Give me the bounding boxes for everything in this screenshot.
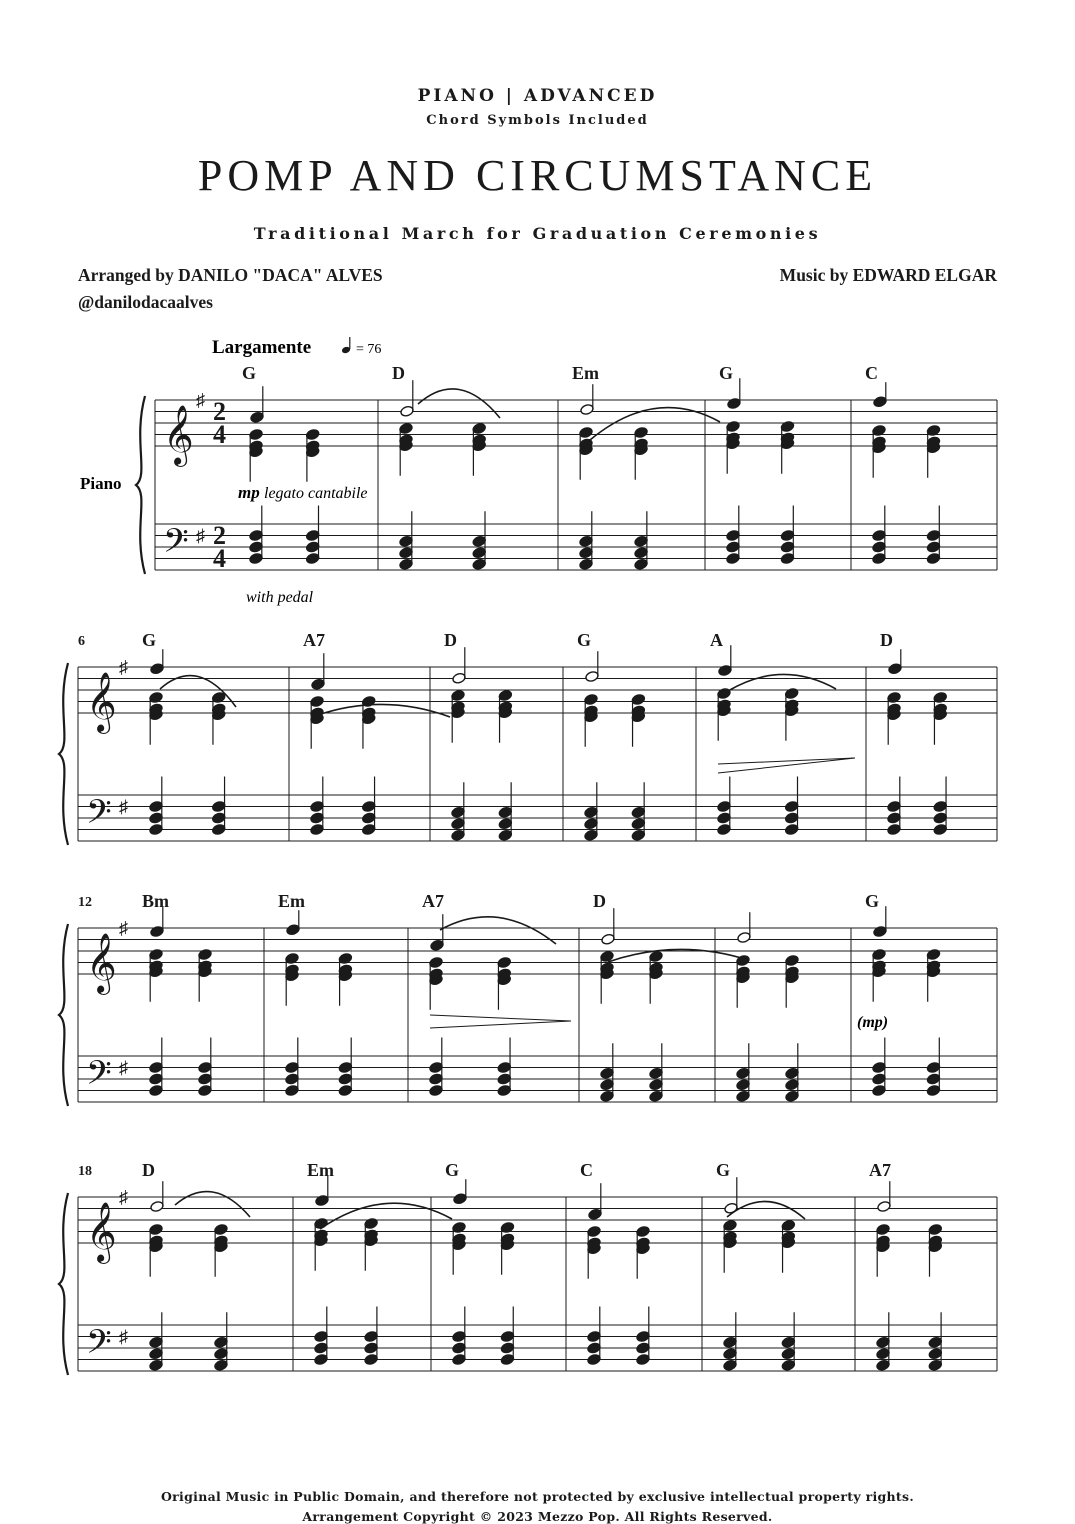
measure-number: 6: [78, 634, 85, 649]
note-head: [717, 800, 732, 812]
chord-symbol: Em: [307, 1160, 334, 1180]
note-head: [579, 558, 594, 570]
note-head: [631, 829, 646, 841]
note-head: [149, 1223, 164, 1235]
piece-title: POMP AND CIRCUMSTANCE: [197, 151, 878, 200]
chord-symbol: Em: [278, 891, 305, 911]
tempo-marking: Largamente: [212, 337, 312, 358]
note-head: [872, 529, 887, 541]
note-head: [872, 1073, 887, 1085]
note-head: [399, 558, 414, 570]
note-head: [361, 800, 376, 812]
note-head: [305, 428, 320, 440]
note-head: [724, 1202, 739, 1214]
note-head: [723, 1219, 738, 1231]
note-head: [717, 687, 732, 699]
slur: [727, 1201, 805, 1219]
note-head: [305, 552, 320, 564]
note-head: [311, 678, 326, 690]
system-3: [59, 891, 997, 1106]
note-head: [249, 529, 264, 541]
note-head: [497, 1084, 512, 1096]
note-head: [634, 535, 649, 547]
pedal-text: with pedal: [246, 589, 314, 606]
piece-subtitle: Traditional March for Graduation Ceremonies: [253, 224, 822, 243]
tempo-note-icon: [341, 337, 351, 354]
note-head: [249, 541, 264, 553]
note-head: [429, 956, 444, 968]
note-head: [780, 552, 795, 564]
note-head: [305, 541, 320, 553]
note-head: [600, 1090, 615, 1102]
note-head: [149, 812, 164, 824]
note-head: [723, 1359, 738, 1371]
chord-symbol: A7: [422, 891, 444, 911]
slur: [175, 1192, 250, 1217]
chord-symbol: A: [710, 630, 723, 650]
note-head: [149, 948, 164, 960]
note-head: [314, 1330, 329, 1342]
brace: [136, 396, 145, 574]
note-head: [453, 1193, 468, 1205]
note-head: [584, 693, 599, 705]
note-head: [600, 1079, 615, 1091]
note-head: [926, 1073, 941, 1085]
composer-credit: Music by EDWARD ELGAR: [779, 265, 997, 285]
note-head: [149, 1073, 164, 1085]
note-head: [600, 1067, 615, 1079]
note-head: [736, 1079, 751, 1091]
level-label: PIANO | ADVANCED: [417, 86, 658, 106]
treble-clef-icon: 𝄞: [163, 407, 194, 464]
note-head: [928, 1336, 943, 1348]
note-head: [472, 547, 487, 559]
note-head: [580, 403, 595, 415]
note-head: [631, 693, 646, 705]
note-head: [451, 689, 466, 701]
note-head: [933, 800, 948, 812]
note-head: [149, 823, 164, 835]
note-head: [928, 1348, 943, 1360]
note-head: [149, 1348, 164, 1360]
note-head: [781, 1348, 796, 1360]
slur: [728, 674, 836, 691]
note-head: [888, 663, 903, 675]
note-head: [584, 818, 599, 830]
note-head: [498, 806, 513, 818]
note-head: [214, 1336, 229, 1348]
chord-symbol: G: [719, 363, 734, 383]
note-head: [285, 1073, 300, 1085]
treble-clef-icon: 𝄞: [86, 1204, 117, 1261]
note-head: [926, 1084, 941, 1096]
note-head: [649, 1090, 664, 1102]
note-head: [429, 1084, 444, 1096]
sharp-icon: ♯: [196, 525, 205, 546]
note-head: [149, 1359, 164, 1371]
chord-symbol: D: [444, 630, 457, 650]
note-head: [723, 1348, 738, 1360]
note-head: [364, 1353, 379, 1365]
bass-clef-icon: 𝄢: [86, 1054, 112, 1100]
note-head: [784, 687, 799, 699]
note-head: [636, 1353, 651, 1365]
note-head: [314, 1353, 329, 1365]
note-head: [310, 812, 325, 824]
note-head: [400, 405, 415, 417]
note-head: [214, 1348, 229, 1360]
chord-symbol: G: [142, 630, 157, 650]
note-head: [361, 823, 376, 835]
note-head: [785, 954, 800, 966]
note-head: [872, 552, 887, 564]
note-head: [717, 812, 732, 824]
chord-symbol: Bm: [142, 891, 169, 911]
note-head: [737, 931, 752, 943]
note-head: [785, 1067, 800, 1079]
note-head: [211, 800, 226, 812]
system-1: [136, 363, 997, 574]
note-head: [497, 1073, 512, 1085]
note-head: [933, 823, 948, 835]
note-head: [872, 948, 887, 960]
chord-symbol: C: [865, 363, 878, 383]
note-head: [364, 1330, 379, 1342]
chord-symbols-note: Chord Symbols Included: [426, 113, 649, 128]
note-head: [780, 420, 795, 432]
time-signature: 4: [213, 420, 226, 449]
brace: [59, 1193, 68, 1375]
note-head: [785, 1090, 800, 1102]
note-head: [211, 823, 226, 835]
chord-symbol: G: [445, 1160, 460, 1180]
note-head: [780, 529, 795, 541]
chord-symbol: G: [242, 363, 257, 383]
sharp-icon: ♯: [119, 1187, 128, 1207]
note-head: [198, 948, 213, 960]
note-head: [872, 1061, 887, 1073]
note-head: [198, 1061, 213, 1073]
note-head: [214, 1223, 229, 1235]
note-head: [498, 829, 513, 841]
time-signature: 2: [213, 521, 226, 550]
note-head: [472, 422, 487, 434]
note-head: [338, 1061, 353, 1073]
sharp-icon: ♯: [119, 918, 128, 938]
note-head: [736, 1067, 751, 1079]
note-head: [452, 1353, 467, 1365]
note-head: [723, 1336, 738, 1348]
note-head: [726, 529, 741, 541]
sharp-icon: ♯: [119, 796, 128, 817]
brace: [59, 663, 68, 845]
sharp-icon: ♯: [196, 390, 205, 410]
note-head: [286, 924, 301, 936]
note-head: [876, 1223, 891, 1235]
note-head: [149, 1084, 164, 1096]
chord-symbol: Em: [572, 363, 599, 383]
instrument-label: Piano: [80, 474, 122, 493]
chord-symbol: D: [142, 1160, 155, 1180]
bass-clef-icon: 𝄢: [86, 1323, 112, 1369]
chord-symbol: A7: [303, 630, 325, 650]
note-head: [364, 1217, 379, 1229]
note-head: [928, 1359, 943, 1371]
note-head: [452, 1342, 467, 1354]
treble-clef-icon: 𝄞: [86, 674, 117, 731]
note-head: [933, 812, 948, 824]
note-head: [305, 529, 320, 541]
note-head: [781, 1219, 796, 1231]
note-head: [315, 1194, 330, 1206]
note-head: [285, 1061, 300, 1073]
note-head: [399, 422, 414, 434]
dynamic-mp: mp: [238, 483, 260, 502]
note-head: [587, 1342, 602, 1354]
note-head: [498, 818, 513, 830]
note-head: [887, 823, 902, 835]
chord-symbol: D: [880, 630, 893, 650]
crescendo-hairpin: [718, 758, 855, 773]
note-head: [585, 670, 600, 682]
note-head: [430, 939, 445, 951]
note-head: [926, 529, 941, 541]
expression-text: legato cantabile: [264, 485, 368, 502]
note-head: [588, 1208, 603, 1220]
brace: [59, 924, 68, 1106]
note-head: [338, 1073, 353, 1085]
note-head: [498, 689, 513, 701]
chord-symbol: G: [577, 630, 592, 650]
note-head: [649, 1067, 664, 1079]
arranger-handle: @danilodacaalves: [78, 292, 213, 312]
note-head: [726, 552, 741, 564]
note-head: [500, 1353, 515, 1365]
note-head: [873, 396, 888, 408]
note-head: [497, 956, 512, 968]
note-head: [631, 806, 646, 818]
note-head: [149, 1061, 164, 1073]
system-4: [59, 1160, 997, 1375]
chord-symbol: D: [392, 363, 405, 383]
note-head: [497, 1061, 512, 1073]
note-head: [601, 933, 616, 945]
note-head: [736, 1090, 751, 1102]
time-signature: 2: [213, 397, 226, 426]
note-head: [636, 1225, 651, 1237]
note-head: [636, 1330, 651, 1342]
note-head: [872, 1084, 887, 1096]
note-head: [727, 397, 742, 409]
tempo-value: = 76: [356, 342, 382, 357]
note-head: [781, 1336, 796, 1348]
note-head: [781, 1359, 796, 1371]
note-head: [285, 1084, 300, 1096]
chord-symbol: G: [865, 891, 880, 911]
note-head: [784, 823, 799, 835]
note-head: [250, 411, 265, 423]
slur: [320, 1203, 452, 1229]
note-head: [399, 535, 414, 547]
note-head: [718, 664, 733, 676]
note-head: [634, 547, 649, 559]
slur: [590, 408, 720, 440]
arranger-credit: Arranged by DANILO "DACA" ALVES: [78, 265, 383, 285]
note-head: [876, 1348, 891, 1360]
note-head: [649, 1079, 664, 1091]
note-head: [887, 812, 902, 824]
note-head: [472, 558, 487, 570]
note-head: [736, 954, 751, 966]
note-head: [150, 925, 165, 937]
diminuendo-hairpin: [430, 1015, 571, 1028]
slur: [160, 676, 236, 707]
note-head: [500, 1342, 515, 1354]
sharp-icon: ♯: [119, 1057, 128, 1078]
note-head: [784, 812, 799, 824]
note-head: [872, 541, 887, 553]
note-head: [451, 806, 466, 818]
note-head: [584, 806, 599, 818]
note-head: [452, 672, 467, 684]
chord-symbol: C: [580, 1160, 593, 1180]
sharp-icon: ♯: [119, 657, 128, 677]
note-head: [214, 1359, 229, 1371]
note-head: [726, 541, 741, 553]
note-head: [926, 541, 941, 553]
note-head: [150, 663, 165, 675]
note-head: [361, 812, 376, 824]
note-head: [500, 1330, 515, 1342]
note-head: [338, 1084, 353, 1096]
dynamic-mp-repeat: (mp): [857, 1014, 889, 1031]
note-head: [876, 1359, 891, 1371]
note-head: [587, 1225, 602, 1237]
bass-clef-icon: 𝄢: [86, 793, 112, 839]
note-head: [634, 558, 649, 570]
note-head: [726, 420, 741, 432]
chord-symbol: D: [593, 891, 606, 911]
note-head: [587, 1330, 602, 1342]
note-head: [249, 428, 264, 440]
note-head: [784, 800, 799, 812]
note-head: [926, 948, 941, 960]
note-head: [429, 1061, 444, 1073]
note-head: [150, 1200, 165, 1212]
note-head: [429, 1073, 444, 1085]
measure-number: 18: [78, 1164, 92, 1179]
time-signature: 4: [213, 544, 226, 573]
note-head: [926, 552, 941, 564]
note-head: [149, 800, 164, 812]
note-head: [579, 547, 594, 559]
note-head: [887, 800, 902, 812]
note-head: [451, 829, 466, 841]
note-head: [877, 1200, 892, 1212]
note-head: [636, 1342, 651, 1354]
note-head: [472, 535, 487, 547]
note-head: [364, 1342, 379, 1354]
note-head: [587, 1353, 602, 1365]
note-head: [926, 1061, 941, 1073]
note-head: [451, 818, 466, 830]
systems-layer: [59, 363, 997, 1375]
note-head: [198, 1073, 213, 1085]
note-head: [579, 535, 594, 547]
note-head: [198, 1084, 213, 1096]
sharp-icon: ♯: [119, 1326, 128, 1347]
note-head: [873, 925, 888, 937]
note-head: [785, 1079, 800, 1091]
chord-symbol: G: [716, 1160, 731, 1180]
slur: [418, 389, 500, 418]
note-head: [876, 1336, 891, 1348]
footer-public-domain: Original Music in Public Domain, and therefore not protected by exclusive intellectual property rights.: [160, 1489, 914, 1504]
note-head: [149, 1336, 164, 1348]
note-head: [310, 823, 325, 835]
note-head: [314, 1342, 329, 1354]
bass-clef-icon: 𝄢: [163, 522, 189, 568]
note-head: [249, 552, 264, 564]
note-head: [780, 541, 795, 553]
system-2: [59, 630, 997, 845]
note-head: [717, 823, 732, 835]
footer-copyright: Arrangement Copyright © 2023 Mezzo Pop. All Rights Reserved.: [302, 1509, 773, 1524]
note-head: [631, 818, 646, 830]
note-head: [399, 547, 414, 559]
note-head: [310, 800, 325, 812]
measure-number: 12: [78, 895, 92, 910]
note-head: [579, 426, 594, 438]
chord-symbol: A7: [869, 1160, 891, 1180]
note-head: [310, 695, 325, 707]
note-head: [584, 829, 599, 841]
treble-clef-icon: 𝄞: [86, 935, 117, 992]
note-head: [928, 1223, 943, 1235]
note-head: [634, 426, 649, 438]
note-head: [452, 1330, 467, 1342]
note-head: [211, 812, 226, 824]
